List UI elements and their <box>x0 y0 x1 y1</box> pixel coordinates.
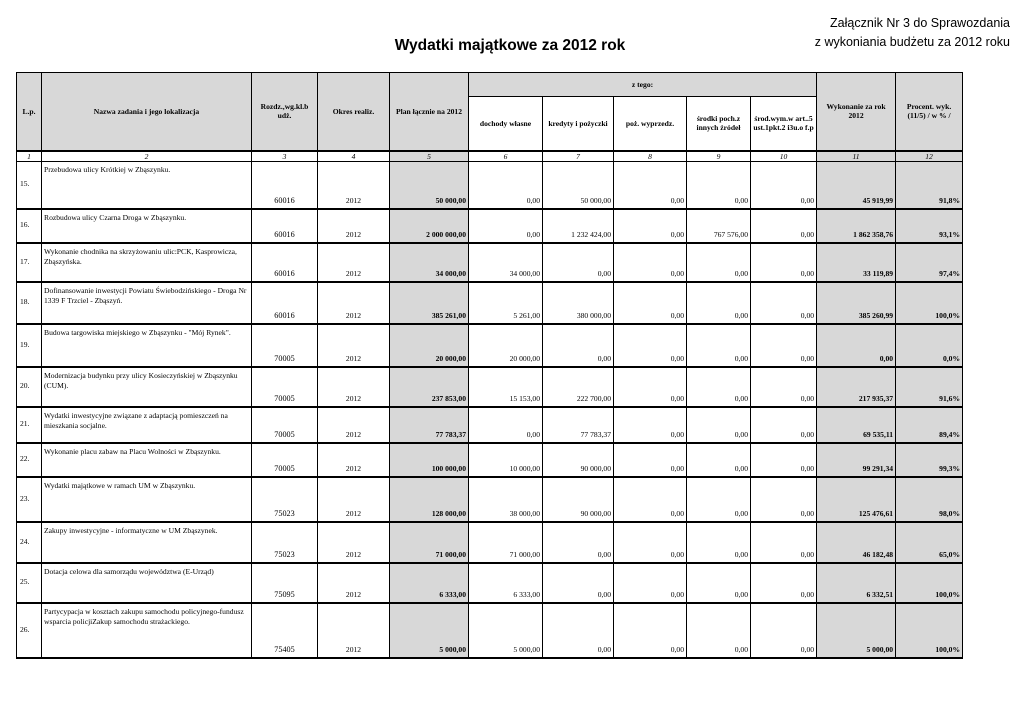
header-procent: Procent. wyk. (11/5) / w % / <box>896 73 963 151</box>
row-procent: 0,0% <box>896 324 963 367</box>
row-poz: 0,00 <box>614 407 687 443</box>
row-wykonanie: 5 000,00 <box>817 603 896 658</box>
row-srodki: 0,00 <box>687 324 751 367</box>
header-name: Nazwa zadania i jego lokalizacja <box>42 73 252 151</box>
row-dochody: 0,00 <box>469 209 543 243</box>
header-lp: L.p. <box>17 73 42 151</box>
row-srod-wym: 0,00 <box>751 243 817 282</box>
header-dochody: dochody własne <box>469 97 543 151</box>
row-okres: 2012 <box>318 282 390 324</box>
row-okres: 2012 <box>318 324 390 367</box>
row-wykonanie: 99 291,34 <box>817 443 896 477</box>
row-poz: 0,00 <box>614 522 687 563</box>
row-lp: 17. <box>17 243 42 282</box>
row-lp: 26. <box>17 603 42 658</box>
column-number: 2 <box>42 151 252 162</box>
row-okres: 2012 <box>318 161 390 209</box>
row-dochody: 71 000,00 <box>469 522 543 563</box>
row-task-name: Wydatki majątkowe w ramach UM w Zbąszynku. <box>42 477 252 522</box>
row-kredyty: 0,00 <box>543 522 614 563</box>
row-kredyty: 90 000,00 <box>543 477 614 522</box>
row-plan: 20 000,00 <box>390 324 469 367</box>
row-rozdz: 70005 <box>252 324 318 367</box>
row-srod-wym: 0,00 <box>751 161 817 209</box>
table-row <box>17 324 963 367</box>
table-row <box>17 443 963 477</box>
row-procent: 99,3% <box>896 443 963 477</box>
row-rozdz: 60016 <box>252 209 318 243</box>
table-row <box>17 209 963 243</box>
header-rozdz: Rozdz.,wg.kl.b udż. <box>252 73 318 151</box>
row-kredyty: 50 000,00 <box>543 161 614 209</box>
row-srod-wym: 0,00 <box>751 209 817 243</box>
page-title: Wydatki majątkowe za 2012 rok <box>394 37 626 54</box>
row-srodki: 0,00 <box>687 243 751 282</box>
row-lp: 20. <box>17 367 42 407</box>
table-row <box>17 407 963 443</box>
table-row <box>17 243 963 282</box>
row-poz: 0,00 <box>614 161 687 209</box>
row-srodki: 0,00 <box>687 603 751 658</box>
row-srodki: 0,00 <box>687 522 751 563</box>
row-srod-wym: 0,00 <box>751 443 817 477</box>
row-wykonanie: 69 535,11 <box>817 407 896 443</box>
row-lp: 19. <box>17 324 42 367</box>
row-dochody: 20 000,00 <box>469 324 543 367</box>
column-number: 8 <box>614 151 687 162</box>
column-number-row <box>17 151 963 162</box>
row-task-name: Dotacja celowa dla samorządu województwa (E-Urząd) <box>42 563 252 603</box>
row-rozdz: 75023 <box>252 477 318 522</box>
row-srodki: 0,00 <box>687 161 751 209</box>
row-poz: 0,00 <box>614 477 687 522</box>
row-task-name: Zakupy inwestycyjne - informatyczne w UM Zbąszynek. <box>42 522 252 563</box>
row-rozdz: 70005 <box>252 407 318 443</box>
row-kredyty: 0,00 <box>543 563 614 603</box>
row-wykonanie: 125 476,61 <box>817 477 896 522</box>
row-task-name: Modernizacja budynku przy ulicy Kosieczyńskiej w Zbąszynku (CUM). <box>42 367 252 407</box>
row-task-name: Partycypacja w kosztach zakupu samochodu policyjnego-fundusz wsparcia policjiZakup samochodu strażackiego. <box>42 603 252 658</box>
row-kredyty: 90 000,00 <box>543 443 614 477</box>
row-kredyty: 0,00 <box>543 243 614 282</box>
column-number: 11 <box>817 151 896 162</box>
row-plan: 50 000,00 <box>390 161 469 209</box>
row-rozdz: 75405 <box>252 603 318 658</box>
column-number: 3 <box>252 151 318 162</box>
row-wykonanie: 217 935,37 <box>817 367 896 407</box>
row-task-name: Przebudowa ulicy Krótkiej w Zbąszynku. <box>42 161 252 209</box>
row-lp: 24. <box>17 522 42 563</box>
table-header <box>17 73 963 162</box>
row-task-name: Wydatki inwestycyjne związane z adaptacją pomieszczeń na mieszkania socjalne. <box>42 407 252 443</box>
table-body <box>17 161 963 658</box>
row-plan: 34 000,00 <box>390 243 469 282</box>
row-task-name: Budowa targowiska miejskiego w Zbąszynku - "Mój Rynek". <box>42 324 252 367</box>
expenditure-table <box>16 72 963 659</box>
column-number: 7 <box>543 151 614 162</box>
header-okres: Okres realiz. <box>318 73 390 151</box>
table-row <box>17 563 963 603</box>
row-lp: 21. <box>17 407 42 443</box>
row-srodki: 0,00 <box>687 282 751 324</box>
row-procent: 100,0% <box>896 282 963 324</box>
row-srodki: 0,00 <box>687 443 751 477</box>
row-poz: 0,00 <box>614 209 687 243</box>
row-okres: 2012 <box>318 477 390 522</box>
row-rozdz: 60016 <box>252 282 318 324</box>
row-lp: 23. <box>17 477 42 522</box>
row-wykonanie: 1 862 358,76 <box>817 209 896 243</box>
table-row <box>17 161 963 209</box>
row-srod-wym: 0,00 <box>751 367 817 407</box>
row-poz: 0,00 <box>614 243 687 282</box>
row-task-name: Rozbudowa ulicy Czarna Droga w Zbąszynku. <box>42 209 252 243</box>
row-srod-wym: 0,00 <box>751 522 817 563</box>
column-number: 9 <box>687 151 751 162</box>
row-wykonanie: 33 119,89 <box>817 243 896 282</box>
annex-line-2: z wykoniania budżetu za 2012 roku <box>814 35 1010 49</box>
table-row <box>17 603 963 658</box>
row-procent: 97,4% <box>896 243 963 282</box>
row-plan: 237 853,00 <box>390 367 469 407</box>
row-lp: 25. <box>17 563 42 603</box>
row-kredyty: 0,00 <box>543 324 614 367</box>
row-rozdz: 75023 <box>252 522 318 563</box>
row-dochody: 0,00 <box>469 407 543 443</box>
row-rozdz: 60016 <box>252 161 318 209</box>
table-row <box>17 282 963 324</box>
column-number: 1 <box>17 151 42 162</box>
row-srod-wym: 0,00 <box>751 603 817 658</box>
table-row <box>17 367 963 407</box>
row-okres: 2012 <box>318 367 390 407</box>
row-okres: 2012 <box>318 209 390 243</box>
row-srod-wym: 0,00 <box>751 477 817 522</box>
column-number: 5 <box>390 151 469 162</box>
row-plan: 128 000,00 <box>390 477 469 522</box>
row-procent: 93,1% <box>896 209 963 243</box>
row-dochody: 0,00 <box>469 161 543 209</box>
row-srodki: 0,00 <box>687 407 751 443</box>
row-rozdz: 70005 <box>252 443 318 477</box>
row-poz: 0,00 <box>614 324 687 367</box>
row-procent: 100,0% <box>896 603 963 658</box>
row-plan: 71 000,00 <box>390 522 469 563</box>
row-poz: 0,00 <box>614 603 687 658</box>
row-wykonanie: 385 260,99 <box>817 282 896 324</box>
row-srod-wym: 0,00 <box>751 324 817 367</box>
row-lp: 18. <box>17 282 42 324</box>
row-poz: 0,00 <box>614 367 687 407</box>
row-plan: 100 000,00 <box>390 443 469 477</box>
row-plan: 77 783,37 <box>390 407 469 443</box>
row-plan: 5 000,00 <box>390 603 469 658</box>
row-wykonanie: 6 332,51 <box>817 563 896 603</box>
header-z-tego: z tego: <box>469 73 817 97</box>
row-procent: 89,4% <box>896 407 963 443</box>
row-task-name: Wykonanie placu zabaw na Placu Wolności w Zbąszynku. <box>42 443 252 477</box>
row-kredyty: 0,00 <box>543 603 614 658</box>
row-dochody: 10 000,00 <box>469 443 543 477</box>
row-task-name: Dofinansowanie inwestycji Powiatu Świebodzińskiego - Droga Nr 1339 F Trzciel - Zbąszyń. <box>42 282 252 324</box>
column-number: 6 <box>469 151 543 162</box>
row-poz: 0,00 <box>614 443 687 477</box>
row-lp: 15. <box>17 161 42 209</box>
header-plan: Plan łącznie na 2012 <box>390 73 469 151</box>
row-rozdz: 75095 <box>252 563 318 603</box>
row-srodki: 767 576,00 <box>687 209 751 243</box>
row-okres: 2012 <box>318 443 390 477</box>
row-procent: 91,8% <box>896 161 963 209</box>
header-srodki-poch: środki poch.z innych źródeł <box>687 97 751 151</box>
row-dochody: 6 333,00 <box>469 563 543 603</box>
column-number: 12 <box>896 151 963 162</box>
row-dochody: 15 153,00 <box>469 367 543 407</box>
row-lp: 16. <box>17 209 42 243</box>
row-srod-wym: 0,00 <box>751 563 817 603</box>
row-srod-wym: 0,00 <box>751 282 817 324</box>
row-okres: 2012 <box>318 522 390 563</box>
row-task-name: Wykonanie chodnika na skrzyżowaniu ulic:PCK, Kasprowicza, Zbąszyńska. <box>42 243 252 282</box>
row-srodki: 0,00 <box>687 477 751 522</box>
row-wykonanie: 46 182,48 <box>817 522 896 563</box>
table-row <box>17 522 963 563</box>
row-procent: 91,6% <box>896 367 963 407</box>
row-poz: 0,00 <box>614 282 687 324</box>
header-wykonanie: Wykonanie za rok 2012 <box>817 73 896 151</box>
row-okres: 2012 <box>318 407 390 443</box>
row-srodki: 0,00 <box>687 367 751 407</box>
row-kredyty: 77 783,37 <box>543 407 614 443</box>
row-dochody: 34 000,00 <box>469 243 543 282</box>
row-okres: 2012 <box>318 243 390 282</box>
row-procent: 100,0% <box>896 563 963 603</box>
row-plan: 385 261,00 <box>390 282 469 324</box>
column-number: 10 <box>751 151 817 162</box>
row-poz: 0,00 <box>614 563 687 603</box>
row-wykonanie: 45 919,99 <box>817 161 896 209</box>
row-kredyty: 222 700,00 <box>543 367 614 407</box>
row-dochody: 38 000,00 <box>469 477 543 522</box>
row-wykonanie: 0,00 <box>817 324 896 367</box>
row-plan: 2 000 000,00 <box>390 209 469 243</box>
row-srod-wym: 0,00 <box>751 407 817 443</box>
table-row <box>17 477 963 522</box>
row-kredyty: 380 000,00 <box>543 282 614 324</box>
row-okres: 2012 <box>318 563 390 603</box>
header-kredyty: kredyty i pożyczki <box>543 97 614 151</box>
row-lp: 22. <box>17 443 42 477</box>
row-procent: 98,0% <box>896 477 963 522</box>
row-rozdz: 70005 <box>252 367 318 407</box>
row-dochody: 5 000,00 <box>469 603 543 658</box>
annex-line-1: Załącznik Nr 3 do Sprawozdania <box>830 16 1010 30</box>
row-plan: 6 333,00 <box>390 563 469 603</box>
column-number: 4 <box>318 151 390 162</box>
row-procent: 65,0% <box>896 522 963 563</box>
row-okres: 2012 <box>318 603 390 658</box>
row-kredyty: 1 232 424,00 <box>543 209 614 243</box>
header-srod-wym: środ.wym.w art..5 ust.1pkt.2 i3u.o f.p <box>751 97 817 151</box>
header-poz: poż. wyprzedz. <box>614 97 687 151</box>
row-srodki: 0,00 <box>687 563 751 603</box>
row-dochody: 5 261,00 <box>469 282 543 324</box>
row-rozdz: 60016 <box>252 243 318 282</box>
